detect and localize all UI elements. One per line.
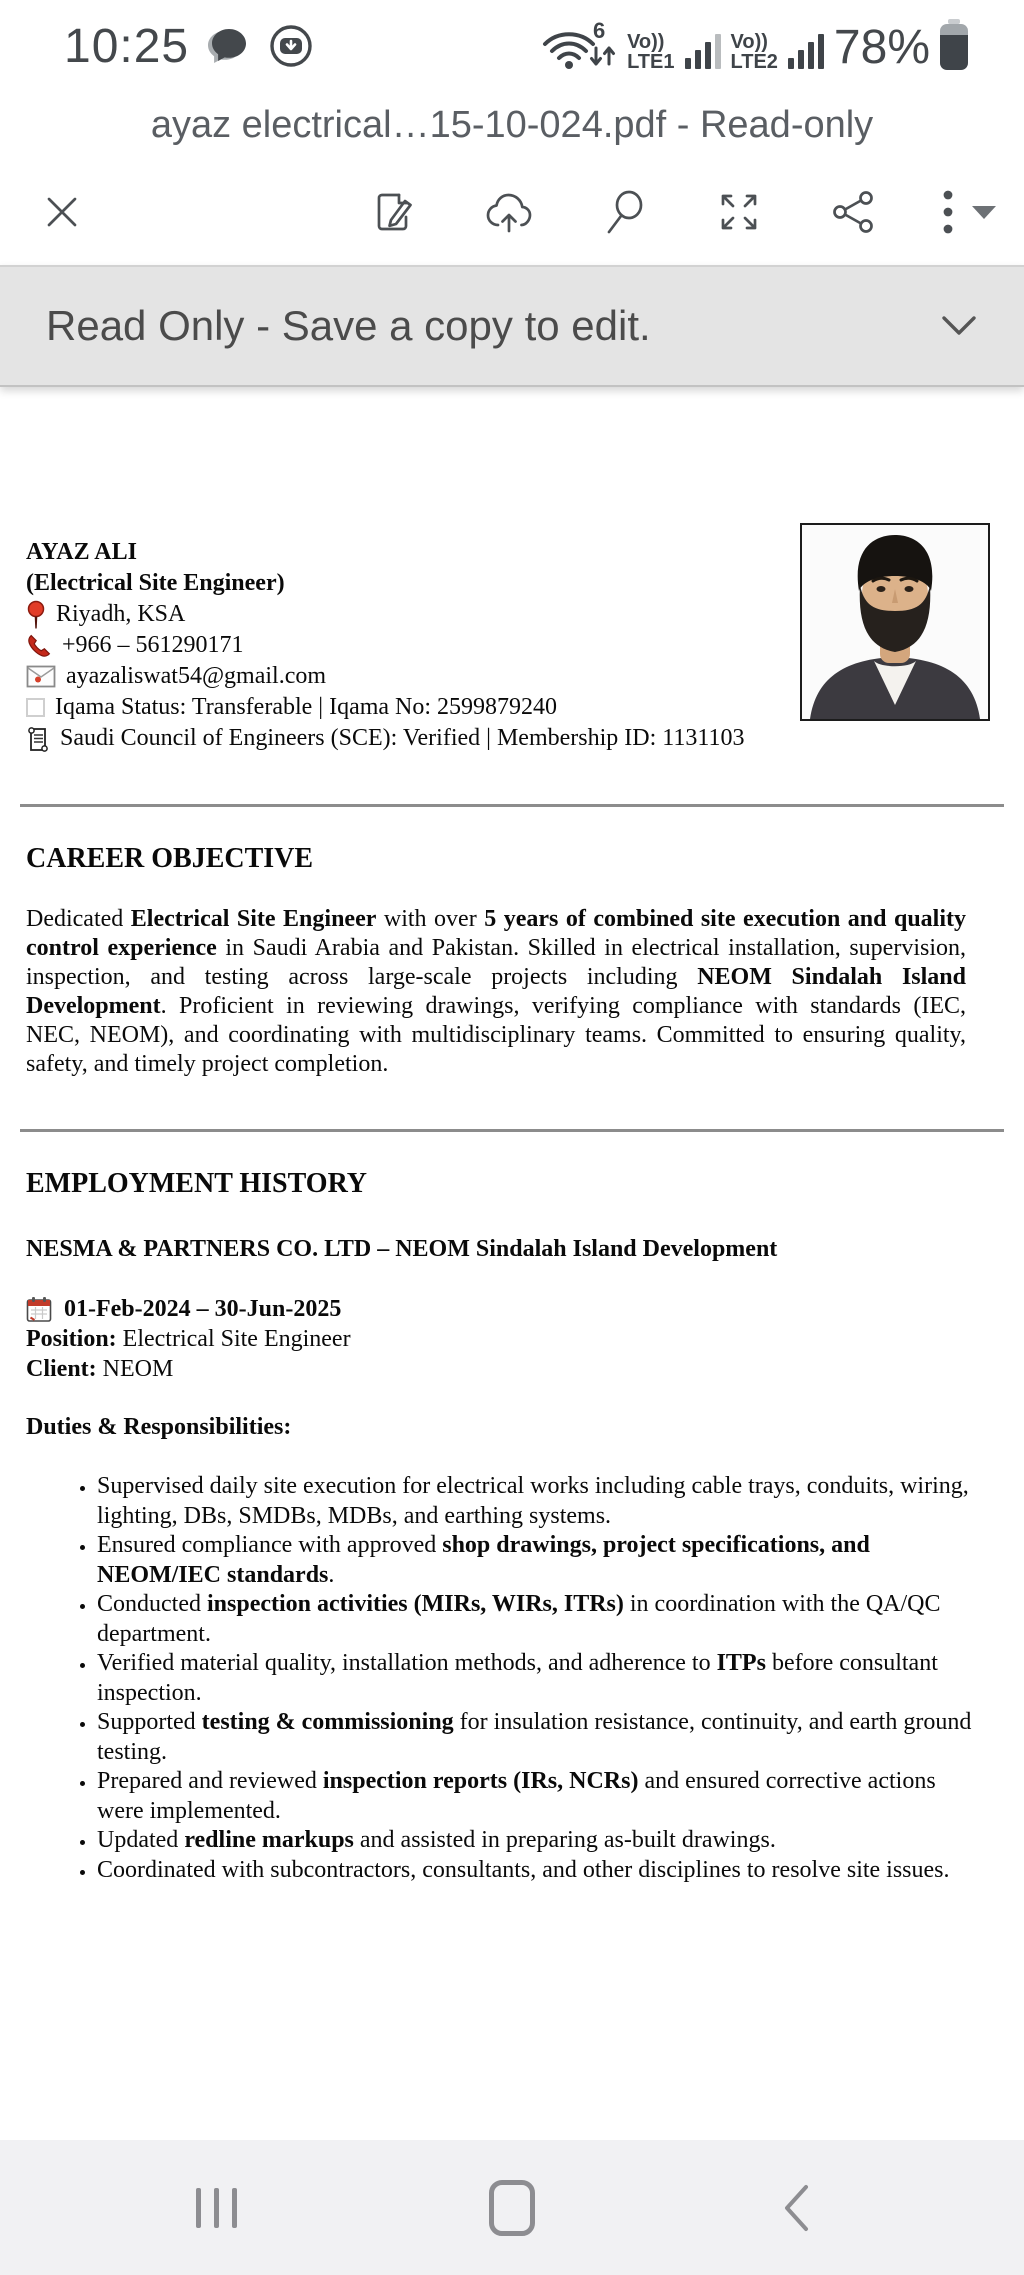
search-button[interactable] xyxy=(600,187,650,237)
bold-text: redline markups xyxy=(184,1827,354,1853)
status-left xyxy=(64,19,315,74)
employment-history-heading: EMPLOYMENT HISTORY xyxy=(26,1168,368,1199)
text: Updated xyxy=(97,1827,185,1853)
chevron-down-icon[interactable] xyxy=(940,314,978,338)
fullscreen-button[interactable] xyxy=(714,187,764,237)
text: Dedicated xyxy=(26,906,131,932)
cloud-upload-icon xyxy=(482,187,536,237)
signal-bars-2-icon xyxy=(788,34,824,72)
bold-text: inspection activities (MIRs, WIRs, ITRs) xyxy=(206,1591,624,1617)
share-button[interactable] xyxy=(828,187,878,237)
text: Verified material quality, installation methods, and adherence to xyxy=(97,1650,717,1676)
text: in Saudi Arabia and Pakistan. Skilled in electrical installation, supervision, inspection, and testing across large-scale projects including xyxy=(26,935,967,990)
save-copy-button[interactable] xyxy=(482,187,536,237)
status-right xyxy=(537,20,968,72)
duties-heading: Duties & Responsibilities: xyxy=(26,1414,292,1440)
contact-sce xyxy=(26,723,994,754)
career-objective-paragraph xyxy=(26,905,966,1079)
fullscreen-icon xyxy=(714,187,764,237)
bold-text: inspection reports (IRs, NCRs) xyxy=(322,1768,639,1794)
period-text: 01-Feb-2024 – 30-Jun-2025 xyxy=(64,1296,342,1322)
email-icon xyxy=(26,665,56,688)
text: Supervised daily site execution for electrical works including cable trays, conduits, wiring, lighting, DBs, SMDBs, MDBs, and earthing systems. xyxy=(97,1473,969,1529)
network2-label: Vo)) LTE2 xyxy=(730,31,778,73)
banner-text: Read Only - Save a copy to edit. xyxy=(46,302,651,349)
back-icon xyxy=(782,2183,810,2233)
document-title: ayaz electrical…15-10-024.pdf - Read-only xyxy=(150,103,874,146)
text: Coordinated with subcontractors, consultants, and other disciplines to resolve site issues. xyxy=(97,1856,950,1883)
portrait-image xyxy=(802,525,988,719)
more-caret-button[interactable] xyxy=(970,204,998,220)
edit-document-icon xyxy=(368,187,418,237)
svg-text:6: 6 xyxy=(593,20,606,43)
client-label: Client: xyxy=(26,1356,97,1382)
android-nav-bar xyxy=(0,2140,1024,2275)
text: before consultant inspection. xyxy=(97,1650,938,1706)
more-options-icon xyxy=(942,188,954,236)
share-icon xyxy=(828,187,878,237)
text: with over xyxy=(376,906,485,932)
career-objective-heading: CAREER OBJECTIVE xyxy=(26,843,314,874)
person-role: (Electrical Site Engineer) xyxy=(26,570,285,596)
text: . Proficient in reviewing drawings, verifying compliance with standards (IEC, NEC, NEOM), and coordinating with multidisciplinary teams. Committed to ensuring quality, safety, and timely project completion. xyxy=(26,993,966,1077)
text: and ensured corrective actions were implemented. xyxy=(97,1768,936,1824)
battery-icon xyxy=(940,24,968,70)
text: and assisted in preparing as-built drawings. xyxy=(353,1827,776,1853)
recents-button[interactable] xyxy=(196,2140,237,2275)
list-item xyxy=(97,1590,984,1649)
text: in coordination with the QA/QC department. xyxy=(97,1591,941,1647)
bold-text: 5 years of combined site execution and quality control experience xyxy=(26,906,967,961)
text: for insulation resistance, continuity, and earth ground testing. xyxy=(97,1709,972,1765)
wifi-6-icon xyxy=(537,20,617,72)
chat-bubble-icon xyxy=(205,23,251,69)
list-item xyxy=(97,1472,984,1531)
back-button[interactable] xyxy=(782,2140,810,2275)
phone-icon xyxy=(26,633,52,659)
position-line xyxy=(26,1324,1024,1354)
position-value: Electrical Site Engineer xyxy=(116,1326,351,1352)
missing-glyph-icon xyxy=(26,698,45,717)
contact-text: Riyadh, KSA xyxy=(56,601,186,627)
text: Supported xyxy=(97,1709,202,1735)
text: Conducted xyxy=(97,1591,207,1617)
screen-record-icon xyxy=(267,22,315,70)
list-item xyxy=(97,1708,984,1767)
title-bar xyxy=(0,92,1024,158)
client-value: NEOM xyxy=(96,1356,174,1382)
duties-list xyxy=(0,1472,984,1885)
caret-down-icon xyxy=(970,204,998,220)
status-bar xyxy=(0,0,1024,92)
home-button[interactable] xyxy=(489,2140,535,2275)
list-item xyxy=(97,1856,984,1886)
position-label: Position: xyxy=(26,1326,117,1352)
text: . xyxy=(328,1561,335,1588)
section-divider xyxy=(20,1129,1004,1132)
text: Prepared and reviewed xyxy=(97,1768,323,1794)
list-item xyxy=(97,1649,984,1708)
contact-text: Iqama Status: Transferable | Iqama No: 2599879240 xyxy=(55,694,558,720)
section-divider xyxy=(20,804,1004,807)
bold-text: Electrical Site Engineer xyxy=(130,906,377,932)
contact-text: Saudi Council of Engineers (SCE): Verified | Membership ID: 1131103 xyxy=(60,725,745,751)
search-icon xyxy=(600,187,650,237)
list-item xyxy=(97,1826,984,1856)
read-only-banner[interactable] xyxy=(0,265,1024,387)
person-name: AYAZ ALI xyxy=(26,539,137,565)
calendar-icon xyxy=(26,1296,52,1323)
bold-text: testing & commissioning xyxy=(201,1709,454,1735)
bold-text: shop drawings, project specifications, and NEOM/IEC standards xyxy=(97,1532,870,1588)
battery-percent: 78% xyxy=(833,21,930,74)
more-options-button[interactable] xyxy=(942,188,954,236)
signal-bars-1-icon xyxy=(685,34,721,72)
home-icon xyxy=(489,2180,535,2236)
employment-period xyxy=(26,1294,1024,1324)
toolbar xyxy=(0,158,1024,265)
resume-header xyxy=(26,537,994,754)
contact-text: ayazaliswat54@gmail.com xyxy=(66,663,327,689)
close-button[interactable] xyxy=(38,188,86,236)
client-line xyxy=(26,1354,1024,1384)
edit-button[interactable] xyxy=(368,187,418,237)
profile-photo xyxy=(800,523,990,721)
location-pin-icon xyxy=(26,600,46,630)
list-item xyxy=(97,1767,984,1826)
close-icon xyxy=(38,188,86,236)
employer-name: NESMA & PARTNERS CO. LTD – NEOM Sindalah Island Development xyxy=(26,1236,778,1262)
recents-icon xyxy=(196,2188,237,2228)
clock: 10:25 xyxy=(64,19,190,73)
list-item xyxy=(97,1531,984,1590)
bold-text: ITPs xyxy=(716,1650,766,1676)
text: Ensured compliance with approved xyxy=(97,1532,443,1558)
scroll-icon xyxy=(26,724,50,754)
pdf-page[interactable] xyxy=(0,537,1024,2275)
contact-text: +966 – 561290171 xyxy=(62,632,244,658)
bold-text: NEOM Sindalah Island Development xyxy=(26,964,967,1019)
network1-label: Vo)) LTE1 xyxy=(627,31,675,73)
